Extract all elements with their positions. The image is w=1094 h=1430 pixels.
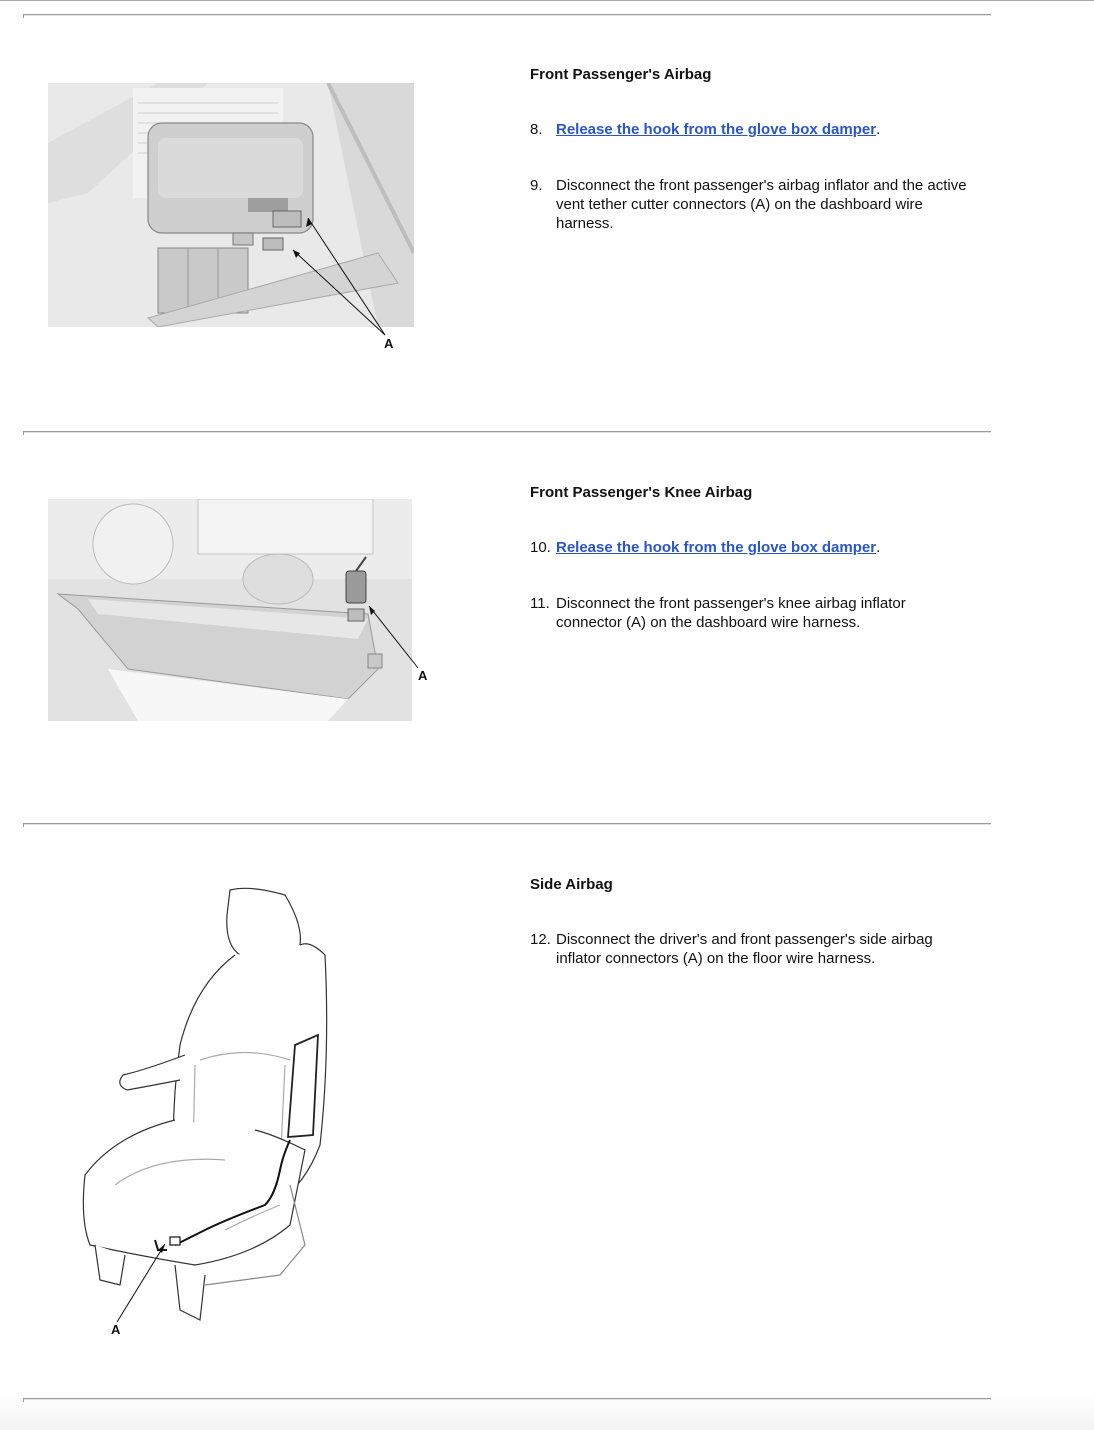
step-suffix: . (876, 121, 881, 138)
glove-box-damper-link[interactable]: Release the hook from the glove box damper (556, 121, 877, 138)
step-text: Disconnect the front passenger's airbag inflator and the active vent tether cutter connectors (A) on the dashboard wire harness. (556, 177, 967, 232)
step-number: 12. (530, 931, 551, 948)
callout-a-label: A (384, 336, 394, 351)
step-suffix: . (876, 539, 881, 556)
section-title: Front Passenger's Knee Airbag (530, 484, 753, 501)
step-text: Disconnect the front passenger's knee airbag inflator connector (A) on the dashboard wire harness. (556, 595, 906, 631)
section-title: Side Airbag (530, 876, 613, 893)
section-divider (23, 1398, 991, 1400)
step-number: 8. (530, 121, 543, 138)
section-title: Front Passenger's Airbag (530, 66, 712, 83)
step-number: 9. (530, 177, 543, 194)
callout-a-label: A (111, 1322, 121, 1337)
step-item (530, 930, 975, 968)
callout-a-label: A (418, 668, 428, 683)
step-text: Disconnect the driver's and front passenger's side airbag inflator connectors (A) on the floor wire harness. (556, 931, 933, 967)
step-number: 10. (530, 539, 551, 556)
step-number: 11. (530, 595, 550, 612)
glove-box-damper-link[interactable]: Release the hook from the glove box damper (556, 539, 877, 556)
